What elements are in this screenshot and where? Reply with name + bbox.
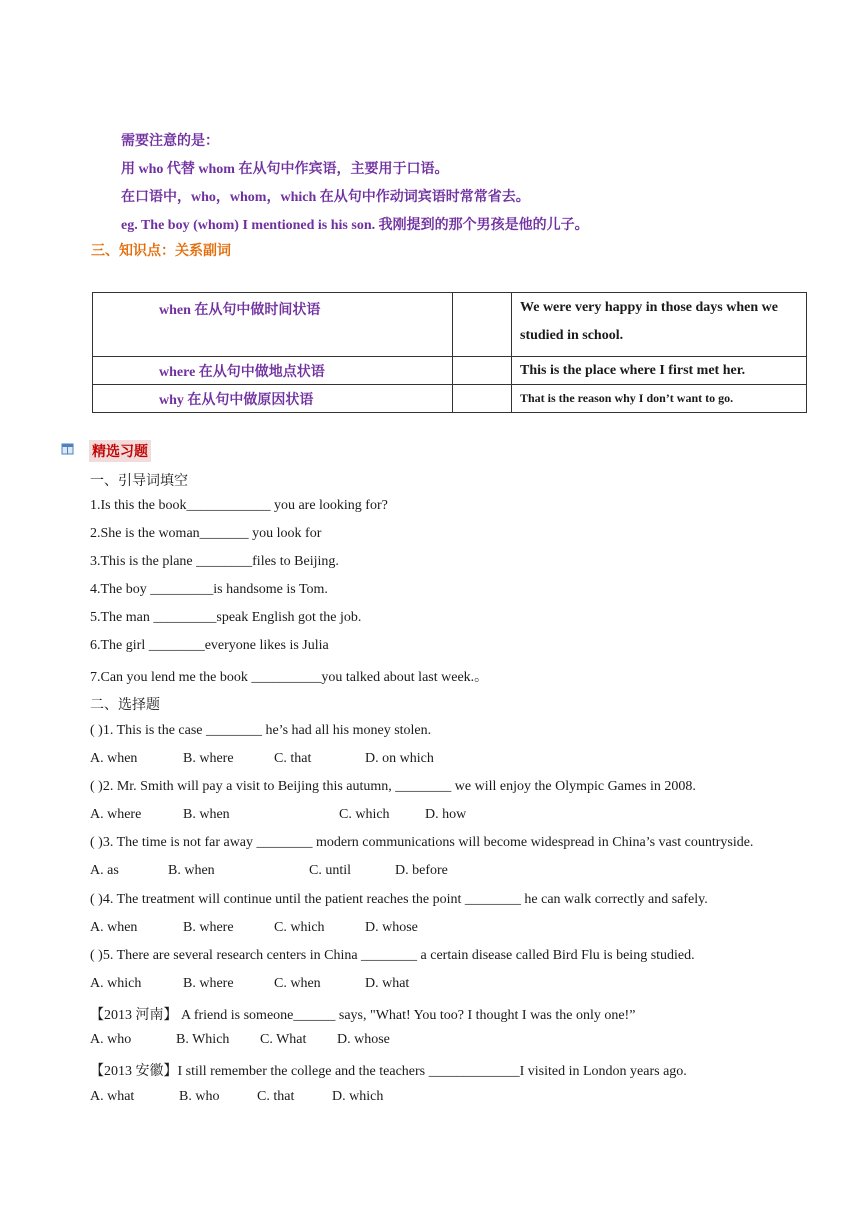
table-cell: why 在从句中做原因状语 — [93, 385, 453, 413]
option-d: D. on which — [365, 751, 434, 766]
table-cell: This is the place where I first met her. — [512, 357, 807, 385]
choice-options-5 — [90, 976, 409, 992]
option-c: C. What — [260, 1032, 307, 1047]
option-d: D. whose — [365, 920, 418, 935]
note-line-3: eg. The boy (whom) I mentioned is his son. 我刚提到的那个男孩是他的儿子。 — [121, 218, 589, 233]
note-title: 需要注意的是： — [121, 134, 219, 149]
choice-question-2: ( )2. Mr. Smith will pay a visit to Beijing this autumn, ________ we will enjoy the Olympic Games in 2008. — [90, 779, 696, 794]
option-c: C. that — [257, 1089, 295, 1104]
option-c: C. that — [274, 751, 312, 766]
book-icon — [61, 442, 74, 455]
part1-heading: 一、引导词填空 — [90, 474, 188, 489]
choice-question-7: 【2013 安徽】I still remember the college and the teachers _____________I visited in London years ago. — [90, 1064, 687, 1079]
option-b: B. who — [179, 1089, 220, 1104]
relative-adverb-table — [92, 292, 807, 413]
table-row — [93, 357, 807, 385]
choice-question-4: ( )4. The treatment will continue until the patient reaches the point ________ he can walk correctly and safely. — [90, 892, 708, 907]
table-cell: We were very happy in those days when we studied in school. — [512, 293, 807, 357]
option-a: A. where — [90, 807, 142, 822]
option-b: B. when — [183, 807, 230, 822]
option-c: C. which — [339, 807, 390, 822]
table-cell-empty — [453, 385, 512, 413]
practice-title: 精选习题 — [89, 440, 151, 462]
choice-options-6 — [90, 1032, 390, 1048]
note-line-1: 用 who 代替 whom 在从句中作宾语，主要用于口语。 — [121, 162, 449, 177]
choice-question-1: ( )1. This is the case ________ he’s had all his money stolen. — [90, 723, 432, 738]
choice-options-7 — [90, 1089, 383, 1105]
option-b: B. where — [183, 976, 234, 991]
choice-options-2 — [90, 807, 466, 823]
fill-question-5: 5.The man _________speak English got the job. — [90, 610, 362, 625]
choice-options-1 — [90, 751, 434, 767]
option-a: A. what — [90, 1089, 135, 1104]
table-cell-empty — [453, 293, 512, 357]
option-c: C. until — [309, 863, 352, 878]
option-a: A. when — [90, 751, 138, 766]
fill-question-6: 6.The girl ________everyone likes is Julia — [90, 638, 329, 653]
fill-question-3: 3.This is the plane ________files to Beijing. — [90, 554, 339, 569]
table-row — [93, 385, 807, 413]
option-b: B. Which — [176, 1032, 230, 1047]
choice-options-3 — [90, 863, 448, 879]
choice-question-3: ( )3. The time is not far away ________ modern communications will become widespread in China’s vast countryside. — [90, 835, 754, 850]
choice-question-5: ( )5. There are several research centers in China ________ a certain disease called Bird Flu is being studied. — [90, 948, 695, 963]
option-b: B. where — [183, 751, 234, 766]
table-row — [93, 293, 807, 357]
fill-question-2: 2.She is the woman_______ you look for — [90, 526, 322, 541]
table-cell: when 在从句中做时间状语 — [93, 293, 453, 357]
option-a: A. who — [90, 1032, 132, 1047]
note-line-2: 在口语中，who，whom，which 在从句中作动词宾语时常常省去。 — [121, 190, 530, 205]
choice-options-4 — [90, 920, 418, 936]
option-d: D. which — [332, 1089, 384, 1104]
option-b: B. where — [183, 920, 234, 935]
option-d: D. whose — [337, 1032, 390, 1047]
table-cell-empty — [453, 357, 512, 385]
fill-question-1: 1.Is this the book____________ you are looking for? — [90, 498, 388, 513]
table-cell: where 在从句中做地点状语 — [93, 357, 453, 385]
option-d: D. what — [365, 976, 410, 991]
fill-question-4: 4.The boy _________is handsome is Tom. — [90, 582, 328, 597]
option-d: D. before — [395, 863, 448, 878]
part2-heading: 二、选择题 — [90, 698, 160, 713]
option-b: B. when — [168, 863, 215, 878]
option-a: A. which — [90, 976, 142, 991]
option-c: C. which — [274, 920, 325, 935]
section3-heading: 三、知识点：关系副词 — [91, 244, 231, 259]
option-a: A. as — [90, 863, 119, 878]
option-c: C. when — [274, 976, 321, 991]
fill-question-7: 7.Can you lend me the book __________you talked about last week.。 — [90, 670, 489, 685]
option-a: A. when — [90, 920, 138, 935]
option-d: D. how — [425, 807, 467, 822]
table-cell: That is the reason why I don’t want to go. — [512, 385, 807, 413]
choice-question-6: 【2013 河南】 A friend is someone______ says, "What! You too? I thought I was the only one!” — [90, 1008, 636, 1023]
